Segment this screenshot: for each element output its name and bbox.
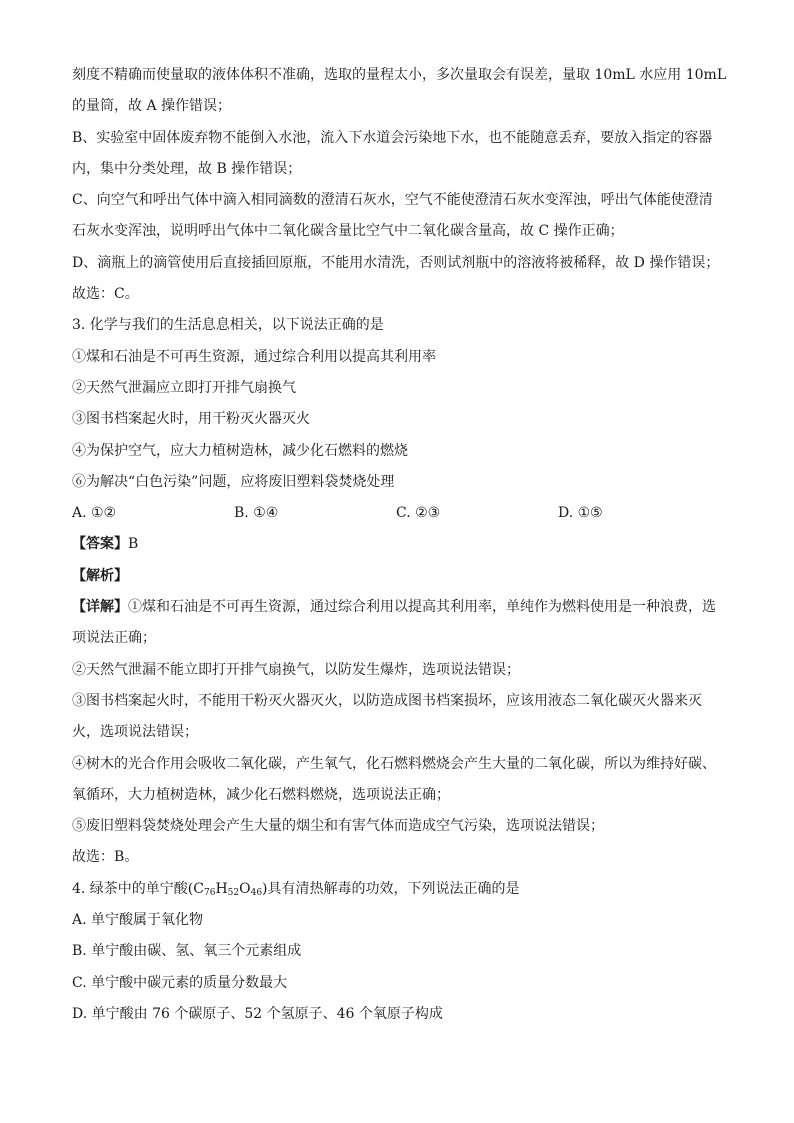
detail-line <box>72 592 724 623</box>
formula-part: O <box>239 880 251 897</box>
question-3 <box>72 310 724 873</box>
detail-line: 故选：B。 <box>72 849 139 866</box>
option-a: A. ①② <box>72 505 117 522</box>
detail-text: ①煤和石油是不可再生资源，通过综合利用以提高其利用率，单纯作为燃料使用是一种浪费，选 <box>128 599 716 616</box>
statement-item: ①煤和石油是不可再生资源，通过综合利用以提高其利用率 <box>72 348 436 365</box>
subscript: 46 <box>250 887 263 898</box>
statement-item: ⑥为解决“白色污染”问题，应将废旧塑料袋焚烧处理 <box>72 473 395 490</box>
answer-label: 【答案】 <box>72 536 128 553</box>
question-stem <box>72 874 724 905</box>
stem-text: 4. 绿茶中的单宁酸(C <box>72 880 204 897</box>
analysis-label: 【解析】 <box>72 567 128 584</box>
detail-line: ④树木的光合作用会吸收二氧化碳，产生氧气，化石燃料燃烧会产生大量的二氧化碳，所以为维持好碳、 <box>72 755 716 772</box>
text-line: 的量筒，故 A 操作错误； <box>72 98 232 115</box>
option-b: B. 单宁酸由碳、氢、氧三个元素组成 <box>72 943 302 960</box>
text-line: B、实验室中固体废弃物不能倒入水池，流入下水道会污染地下水，也不能随意丢弃，要放入指定的容器 <box>72 129 713 146</box>
answer-value: B <box>128 536 139 553</box>
text-line: 内，集中分类处理，故 B 操作错误； <box>72 160 302 177</box>
statement-item: ④为保护空气，应大力植树造林，减少化石燃料的燃烧 <box>72 442 408 459</box>
option-c: C. 单宁酸中碳元素的质量分数最大 <box>72 974 288 991</box>
question-4 <box>72 874 724 1030</box>
text-line: 故选：C。 <box>72 286 139 303</box>
answer-options <box>72 498 724 529</box>
detail-line: ⑤废旧塑料袋焚烧处理会产生大量的烟尘和有害气体而造成空气污染，选项说法错误； <box>72 818 604 835</box>
detail-line: 氧循环，大力植树造林，减少化石燃料燃烧，选项说法正确； <box>72 786 450 803</box>
previous-explanation <box>72 60 727 310</box>
answer-line <box>72 529 724 560</box>
text-line: C、向空气和呼出气体中滴入相同滴数的澄清石灰水，空气不能使澄清石灰水变浑浊，呼出气体能使澄清 <box>72 192 713 209</box>
document-page <box>72 60 727 1030</box>
detail-label: 【详解】 <box>72 599 128 616</box>
option-d: D. ①⑤ <box>558 505 603 522</box>
option-d: D. 单宁酸由 76 个碳原子、52 个氢原子、46 个氧原子构成 <box>72 1005 443 1022</box>
option-c: C. ②③ <box>396 505 441 522</box>
detail-line: 火，选项说法错误； <box>72 724 198 741</box>
detail-line: ③图书档案起火时，不能用干粉灭火器灭火，以防造成图书档案损坏，应该用液态二氧化碳灭火器来灭 <box>72 692 702 709</box>
option-b: B. ①④ <box>234 505 279 522</box>
analysis-line <box>72 561 724 592</box>
text-line: 刻度不精确而使量取的液体体积不准确，选取的量程太小，多次量取会有误差，量取 10mL 水应用 10mL <box>72 67 727 83</box>
text-line: D、滴瓶上的滴管使用后直接插回原瓶，不能用水清洗，否则试剂瓶中的溶液将被稀释，故 D 操作错误； <box>72 254 720 271</box>
detail-line: ②天然气泄漏不能立即打开排气扇换气，以防发生爆炸，选项说法错误； <box>72 661 520 678</box>
text-line: 石灰水变浑浊，说明呼出气体中二氧化碳含量比空气中二氧化碳含量高，故 C 操作正确； <box>72 223 624 240</box>
formula-part: H <box>215 880 228 897</box>
statement-item: ③图书档案起火时，用干粉灭火器灭火 <box>72 411 310 428</box>
option-a: A. 单宁酸属于氧化物 <box>72 912 204 929</box>
statement-item: ②天然气泄漏应立即打开排气扇换气 <box>72 379 296 396</box>
subscript: 76 <box>203 887 216 898</box>
subscript: 52 <box>227 887 240 898</box>
detail-line: 项说法正确； <box>72 630 156 647</box>
question-stem: 3. 化学与我们的生活息息相关，以下说法正确的是 <box>72 317 384 334</box>
stem-text: )具有清热解毒的功效，下列说法正确的是 <box>262 880 520 897</box>
